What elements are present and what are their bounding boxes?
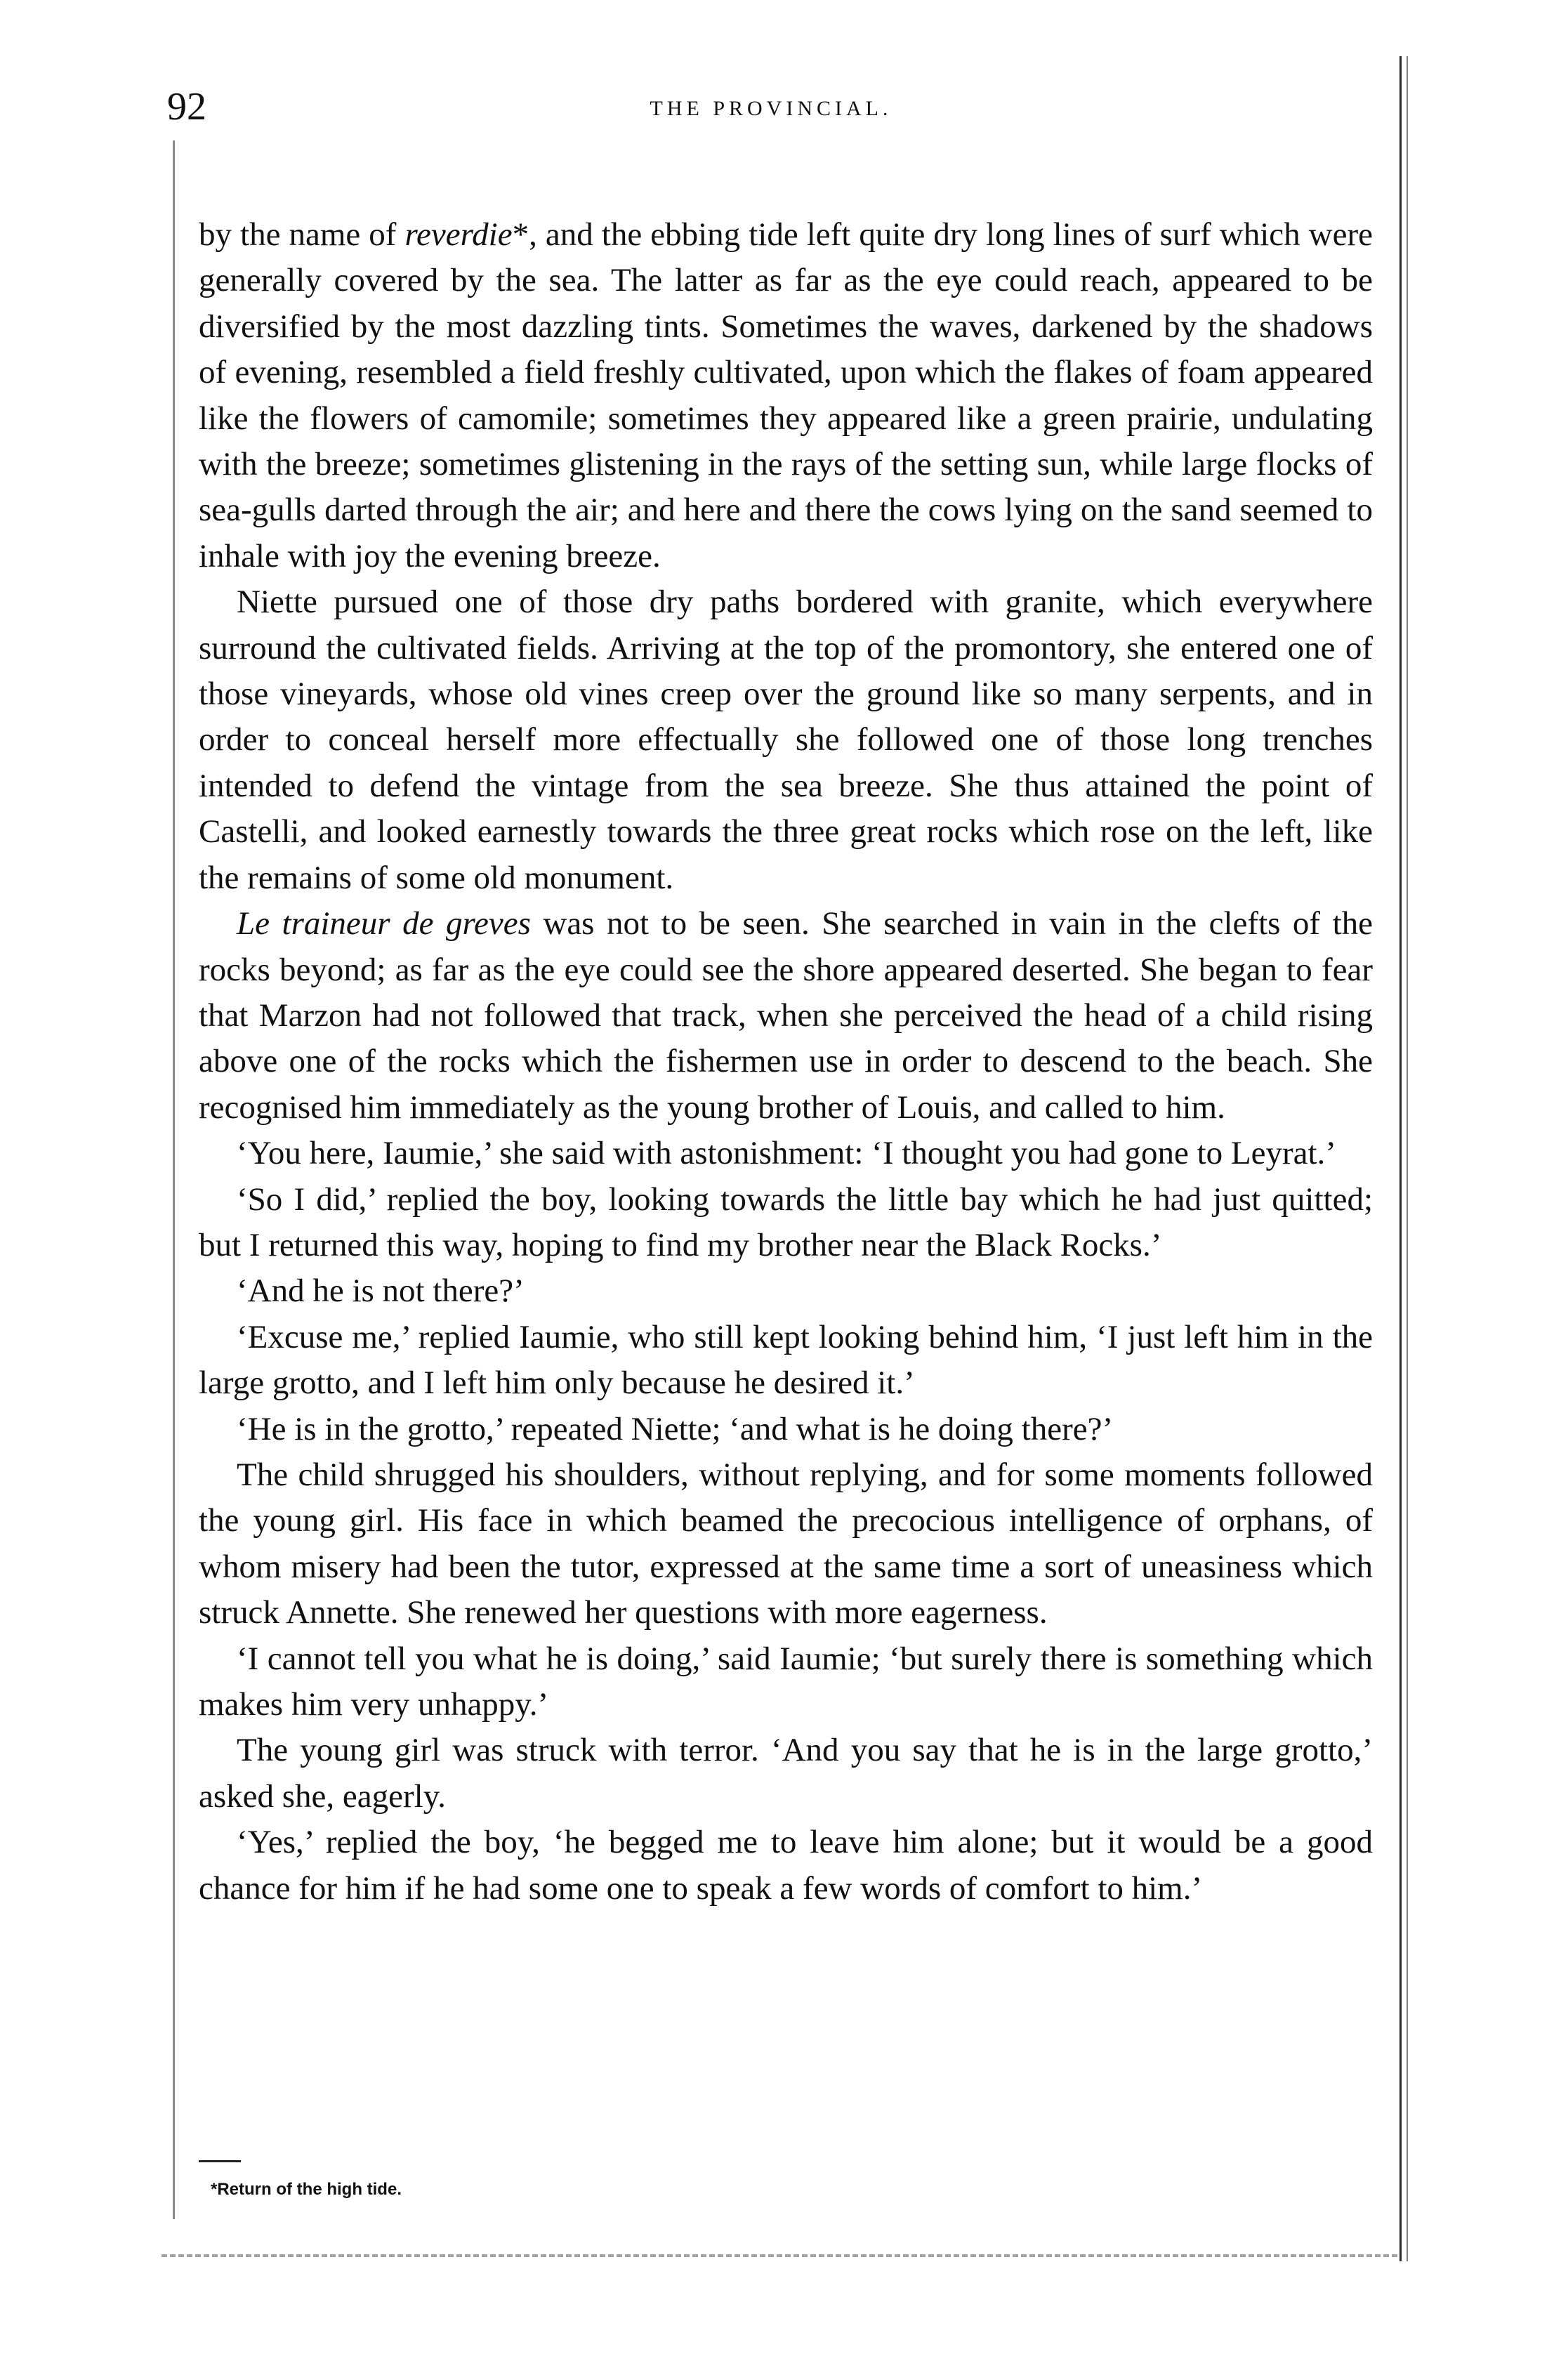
paragraph-9: The child shrugged his shoulders, without replying, and for some moments followed the young girl. His face in which beamed the precocious intelligence of orphans, of whom misery had been the tutor, expressed at the same time a sort of uneasiness which struck Annette. She renewed her questions with more eagerness. <box>199 1456 1373 1631</box>
paragraph-11: The young girl was struck with terror. ‘And you say that he is in the large grotto,’ asked she, eagerly. <box>199 1732 1373 1815</box>
paragraph-2: Niette pursued one of those dry paths bordered with granite, which everywhere surround the cultivated fields. Arriving at the top of the promontory, she entered one of those vineyards, whose old vines creep over the ground like so many serpents, and in order to conceal herself more effectually she followed one of those long trenches intended to defend the vintage from the sea breeze. She thus attained the point of Castelli, and looked earnestly towards the three great rocks which rose on the left, like the remains of some old monument. <box>199 584 1373 896</box>
page-header <box>167 84 1375 147</box>
paragraph-3: Le traineur de greves was not to be seen. She searched in vain in the clefts of the rocks beyond; as far as the eye could see the shore appeared deserted. She began to fear that Marzon had not followed that track, when she perceived the head of a child rising above one of the rocks which the fishermen use in order to descend to the beach. She recognised him immediately as the young brother of Louis, and called to him. <box>199 905 1373 1126</box>
paragraph-5: ‘So I did,’ replied the boy, looking towards the little bay which he had just quitted; but I returned this way, hoping to find my brother near the Black Rocks.’ <box>199 1181 1373 1263</box>
page-number: 92 <box>167 85 206 129</box>
right-margin-rule-inner <box>1407 56 1408 2261</box>
scan-artifact-line <box>162 2254 1397 2267</box>
running-title: THE PROVINCIAL. <box>650 97 893 120</box>
paragraph-8: ‘He is in the grotto,’ repeated Niette; ‘and what is he doing there?’ <box>237 1410 1114 1447</box>
paragraph-6: ‘And he is not there?’ <box>237 1273 525 1310</box>
paragraph-1: by the name of reverdie*, and the ebbing tide left quite dry long lines of surf which were generally covered by the sea. The latter as far as the eye could reach, appeared to be diversified by the most dazzling tints. Sometimes the waves, darkened by the shadows of evening, resembled a field freshly cultivated, upon which the flakes of foam appeared like the flowers of camomile; sometimes they appeared like a green prairie, undulating with the breeze; sometimes glistening in the rays of the setting sun, while large flocks of sea-gulls darted through the air; and here and there the cows lying on the sand seemed to inhale with joy the evening breeze. <box>199 216 1373 574</box>
paragraph-12: ‘Yes,’ replied the boy, ‘he begged me to leave him alone; but it would be a good chance for him if he had some one to speak a few words of comfort to him.’ <box>199 1824 1373 1907</box>
footnote-divider <box>199 2160 241 2162</box>
italic-term: reverdie <box>404 216 513 253</box>
italic-term: Le traineur de greves <box>237 905 531 942</box>
footnote: *Return of the high tide. <box>211 2180 402 2199</box>
paragraph-7: ‘Excuse me,’ replied Iaumie, who still kept looking behind him, ‘I just left him in the large grotto, and I left him only because he desired it.’ <box>199 1318 1373 1402</box>
body-text <box>199 212 1373 1912</box>
right-margin-rule <box>1399 56 1402 2261</box>
paragraph-4: ‘You here, Iaumie,’ she said with astonishment: ‘I thought you had gone to Leyrat.’ <box>237 1135 1336 1172</box>
left-margin-rule <box>173 140 175 2219</box>
paragraph-10: ‘I cannot tell you what he is doing,’ said Iaumie; ‘but surely there is something which makes him very unhappy.’ <box>199 1640 1373 1723</box>
